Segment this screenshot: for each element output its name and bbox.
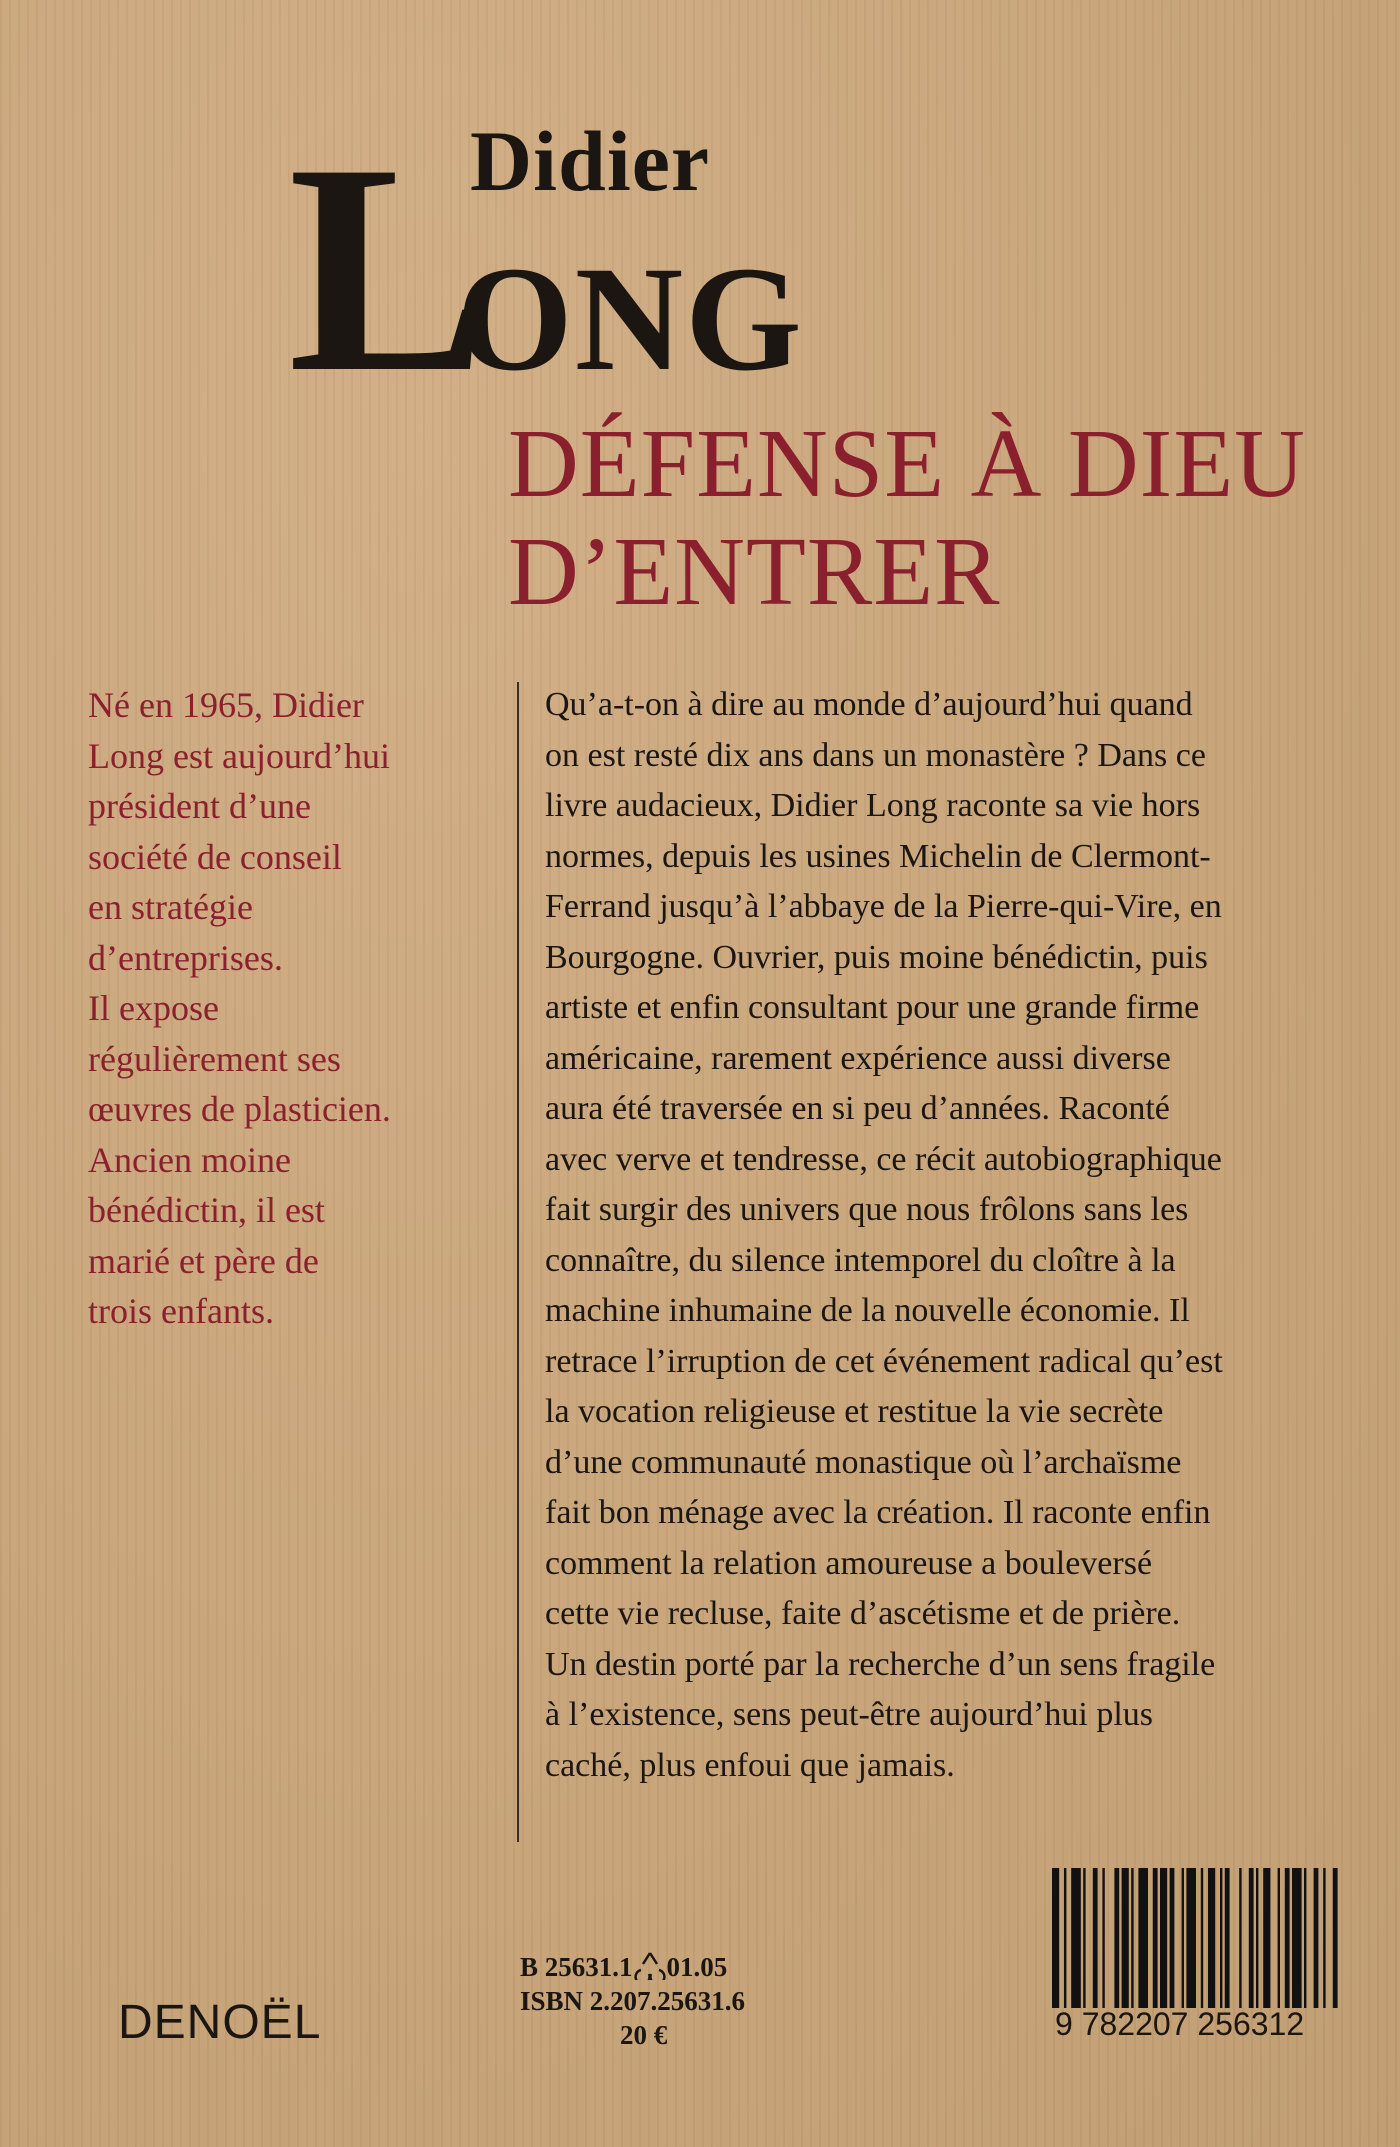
blurb-line: on est resté dix ans dans un monastère ? Dans ce [545, 736, 1206, 774]
blurb-line: américaine, rarement expérience aussi diverse [545, 1039, 1171, 1077]
barcode-bar [1160, 1868, 1167, 2008]
bio-line: en stratégie [88, 887, 253, 927]
bio-line: Ancien moine [88, 1139, 291, 1180]
barcode-bar [1285, 1868, 1290, 2008]
barcode-bar [1208, 1868, 1215, 2008]
barcode-bar [1064, 1868, 1066, 2008]
barcode-bar [1225, 1868, 1230, 2008]
bio-line: bénédictin, il est [88, 1190, 325, 1230]
book-title [508, 410, 1306, 626]
blurb-line: comment la relation amoureuse a bouleversé [545, 1544, 1153, 1582]
recycle-icon [633, 1950, 667, 1980]
product-codes [520, 1950, 800, 2052]
blurb-line: aura été traversée en si peu d’années. Raconté [545, 1090, 1170, 1127]
barcode-bar [1071, 1868, 1081, 2008]
blurb-line: connaître, du silence intemporel du cloître à la [545, 1241, 1176, 1279]
barcode-bar [1170, 1868, 1175, 2008]
barcode-bar [1314, 1868, 1319, 2008]
title-line-2: D’ENTRER [508, 518, 1001, 626]
barcode-bar [1239, 1868, 1241, 2008]
author-bio [88, 680, 488, 1337]
barcode-bar [1263, 1868, 1270, 2008]
bio-line: régulièrement ses [88, 1038, 341, 1079]
barcode-bar [1256, 1868, 1258, 2008]
barcode-bar [1153, 1868, 1158, 2008]
publisher-logo: DENOËL [118, 1996, 322, 2049]
bio-line: Il expose [88, 988, 219, 1028]
barcode-digits: 9 782207 256312 [1055, 2006, 1305, 2042]
blurb-line: livre audacieux, Didier Long raconte sa vie hors [545, 787, 1201, 824]
blurb-line: retrace l’irruption de cet événement radical qu’est [545, 1342, 1223, 1380]
blurb-line: Un destin porté par la recherche d’un sens fragile [545, 1645, 1216, 1683]
bio-line: Né en 1965, Didier [88, 685, 364, 725]
bio-line: trois enfants. [88, 1291, 274, 1331]
blurb-line: à l’existence, sens peut-être aujourd’hui plus [545, 1696, 1154, 1733]
barcode-bar [1122, 1868, 1129, 2008]
bio-line: marié et père de [88, 1240, 319, 1281]
bio-line: d’entreprises. [88, 937, 283, 978]
barcode-bar [1323, 1868, 1325, 2008]
barcode-bar [1131, 1868, 1133, 2008]
code-line [520, 1950, 800, 1984]
barcode-bar [1182, 1868, 1184, 2008]
barcode-bar [1052, 1868, 1059, 2008]
barcode-bar [1220, 1868, 1222, 2008]
blurb-line: normes, depuis les usines Michelin de Clermont- [545, 837, 1211, 875]
barcode-bar [1114, 1868, 1119, 2008]
blurb-line: machine inhumaine de la nouvelle économie. Il [545, 1292, 1190, 1329]
barcode-bar [1138, 1868, 1148, 2008]
blurb-line: avec verve et tendresse, ce récit autobiographique [545, 1140, 1222, 1178]
blurb-line: Qu’a-t-on à dire au monde d’aujourd’hui quand [545, 686, 1193, 723]
blurb-line: fait bon ménage avec la création. Il raconte enfin [545, 1494, 1211, 1531]
bio-line: œuvres de plasticien. [88, 1089, 391, 1129]
bio-line: président d’une [88, 786, 311, 826]
book-blurb [545, 680, 1355, 1791]
author-last-initial: L [288, 102, 483, 434]
barcode-bar [1201, 1868, 1203, 2008]
barcode-bar [1292, 1868, 1302, 2008]
blurb-line: Bourgogne. Ouvrier, puis moine bénédictin, puis [545, 938, 1208, 976]
bio-line: Long est aujourd’hui [88, 735, 390, 776]
author-last-name [288, 102, 804, 434]
barcode-bar [1278, 1868, 1280, 2008]
barcode-bar [1186, 1868, 1196, 2008]
author-first-name: Didier [470, 113, 711, 209]
code-suffix: 01.05 [666, 1952, 728, 1982]
bio-line: société de conseil [88, 836, 342, 877]
blurb-line: caché, plus enfoui que jamais. [545, 1746, 955, 1784]
blurb-line: artiste et enfin consultant pour une grande firme [545, 989, 1200, 1026]
barcode-bar [1083, 1868, 1085, 2008]
barcode-bar [1304, 1868, 1306, 2008]
blurb-line: d’une communauté monastique où l’archaïsme [545, 1443, 1182, 1481]
barcode-bar [1333, 1868, 1338, 2008]
code-prefix: B 25631.1 [520, 1952, 633, 1982]
barcode-bar [1093, 1868, 1098, 2008]
column-divider [517, 682, 519, 1842]
blurb-line: cette vie recluse, faite d’ascétisme et de prière. [545, 1595, 1181, 1632]
isbn: ISBN 2.207.25631.6 [520, 1986, 746, 2016]
blurb-line: fait surgir des univers que nous frôlons sans les [545, 1191, 1189, 1228]
title-line-1: DÉFENSE À DIEU [508, 410, 1306, 518]
price: 20 € [620, 2020, 668, 2050]
author-last-rest: ONG [456, 236, 804, 402]
barcode-bar [1249, 1868, 1254, 2008]
barcode-bar [1102, 1868, 1104, 2008]
blurb-line: Ferrand jusqu’à l’abbaye de la Pierre-qui-Vire, en [545, 888, 1222, 925]
blurb-line: la vocation religieuse et restitue la vie secrète [545, 1393, 1164, 1430]
